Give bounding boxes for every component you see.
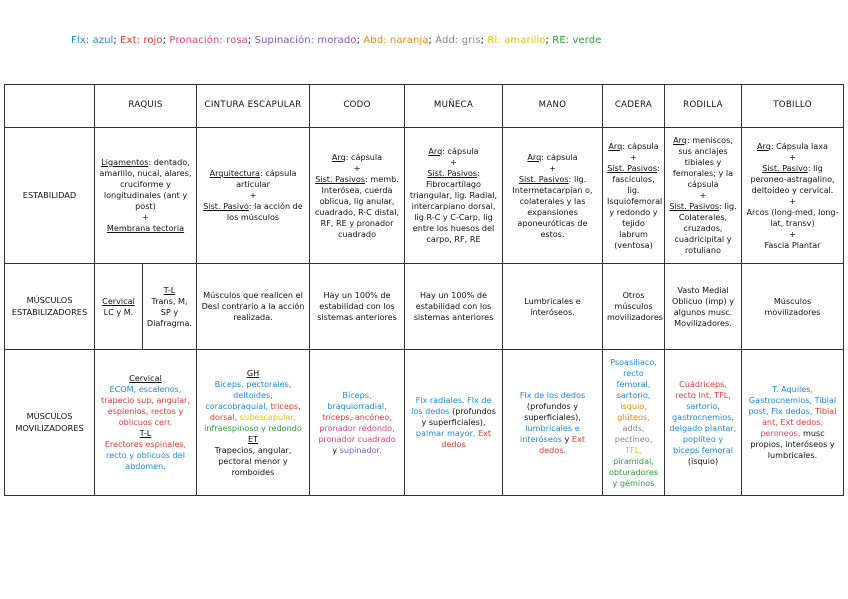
text-segment: palmar mayor, (415, 428, 476, 438)
cell-line (409, 290, 498, 323)
cell-line (146, 285, 193, 296)
cell-line (746, 207, 839, 229)
cell-line (95, 307, 142, 318)
cell-line (746, 163, 839, 196)
cell-line (409, 168, 498, 245)
table-cell (310, 128, 405, 264)
table-cell (197, 350, 310, 496)
text-segment: Sist. Pasivos (315, 173, 366, 184)
text-segment: Vasto Medial Oblicuo (imp) y algunos musc. Movilizadores. (671, 284, 735, 328)
text-segment: : lig. Colaterales, cruzados, cuadricipital y rotuliano (674, 201, 737, 255)
text-segment: Arq (673, 135, 687, 145)
text-segment: LC y M. (103, 306, 134, 317)
cell-line (99, 439, 192, 450)
text-segment: + (450, 157, 457, 167)
text-segment: T-L (163, 284, 176, 295)
cell-line (314, 290, 400, 323)
table-cell (405, 264, 503, 350)
text-segment: : fascículos, lig. Isquiofemoral y redondo y tejido labrum (ventosa) (607, 162, 663, 250)
cell-line (314, 423, 400, 445)
cell-line (201, 445, 305, 478)
cell-line (669, 379, 737, 467)
text-segment: Hay un 100% de estabilidad con los sistemas anteriores (317, 290, 397, 322)
table-cell (742, 350, 844, 496)
table-cell (310, 264, 405, 350)
text-segment: : memb. Interósea, cuerda oblicua, lig anular, cuadrado, R-C distal, RF, RE y pronador cuadrado (314, 173, 400, 239)
raquis-tl (143, 285, 196, 329)
text-segment: Bíceps, braquiorradial, (327, 389, 387, 411)
cell-line (607, 141, 660, 152)
legend-item: Flx: azul (71, 35, 114, 46)
cell-line (201, 168, 305, 190)
text-segment: Ext dedos. (539, 433, 585, 455)
table-cell (197, 128, 310, 264)
cell-line (746, 152, 839, 163)
legend-item: Add: gris (435, 35, 481, 46)
table-cell (405, 128, 503, 264)
cell-line (201, 290, 305, 323)
cell-line (99, 450, 192, 472)
table-cell (665, 264, 742, 350)
raquis-cervical (95, 264, 143, 349)
text-segment: musc propios, interóseos y lumbricales. (750, 428, 835, 460)
text-segment: Flx radiales, Flx de los dedos (411, 395, 492, 416)
cell-line (99, 373, 192, 384)
text-segment: ET (247, 433, 259, 444)
joints-table (4, 84, 844, 496)
cell-line (201, 201, 305, 223)
text-segment: Erectores espinales, (104, 439, 187, 449)
text-segment: : dentado, amarillo, nucal, alares, cruciforme y longitudinales (ant y post) (99, 157, 192, 211)
text-segment: recto y oblicuos del abdomen. (106, 450, 185, 471)
text-segment: Arq (608, 140, 623, 151)
legend-item: Ext: rojo (120, 35, 163, 46)
cell-line (507, 390, 598, 423)
text-segment: Sist. Pasivos (427, 168, 478, 178)
header-row (5, 85, 844, 128)
cell-line (507, 174, 598, 240)
column-header: MANO (503, 85, 603, 128)
text-segment: (profundos y superficiales), (421, 406, 496, 427)
text-segment: + (630, 151, 637, 162)
cell-line (314, 152, 400, 163)
row-label: MÚSCULOS ESTABILIZADORES (5, 264, 95, 350)
cell-line (607, 152, 660, 163)
cell-line (507, 152, 598, 163)
cell-line (95, 296, 142, 307)
text-segment: : lig peroneo-astragalino, deltoideo y cervical. (750, 162, 835, 195)
raquis-split (95, 264, 196, 349)
text-segment: Ligamentos (101, 157, 149, 167)
text-segment: Flx de los dedos (519, 389, 586, 400)
cell-line (99, 395, 192, 428)
column-header: RAQUIS (95, 85, 197, 128)
cell-line (409, 395, 498, 450)
cell-line (507, 163, 598, 174)
text-segment: supinador. (339, 444, 382, 455)
text-segment: + (353, 162, 361, 173)
cell-line (314, 412, 400, 423)
text-segment: lumbricales e interóseos (519, 422, 580, 444)
cell-line (607, 357, 660, 489)
column-header: TOBILLO (742, 85, 844, 128)
text-segment: + (789, 151, 796, 162)
cell-line (201, 190, 305, 201)
cell-line (669, 201, 737, 256)
table-cell (310, 350, 405, 496)
text-segment: Trapecios, angular, pectoral menor y romboides (214, 444, 292, 477)
column-header: MUÑECA (405, 85, 503, 128)
table-row (5, 128, 844, 264)
text-segment: trapecio sup, angular, esplenios, rectos y oblicuos cerr. (101, 395, 190, 427)
text-segment: adds, pectíneo, (614, 422, 653, 444)
text-segment: Cuádriceps, recto int, TFL, (675, 378, 731, 400)
text-segment: Fascia Plantar (764, 239, 821, 250)
cell-line (314, 390, 400, 412)
text-segment: Músculos movilizadores (764, 295, 821, 317)
table-cell (603, 264, 665, 350)
cell-line (746, 240, 839, 251)
text-segment: + (142, 212, 149, 222)
text-segment: + (789, 228, 796, 239)
table-cell (742, 264, 844, 350)
color-legend: Flx: azul; Ext: rojo; Pronación: rosa; Supinación: morado; Abd: naranja; Add: gris; RI: amarillo; RE: verde (71, 35, 602, 46)
cell-line (607, 162, 663, 251)
cell-line (99, 157, 192, 212)
table-cell (95, 264, 197, 350)
table-cell (405, 350, 503, 496)
text-segment: : Cápsula laxa (770, 140, 828, 151)
cell-line (746, 196, 839, 207)
cell-line (746, 296, 839, 318)
legend-item: RE: verde (552, 35, 602, 46)
table-cell (742, 128, 844, 264)
text-segment: : cápsula articular (236, 168, 297, 189)
cell-line (314, 174, 400, 240)
cell-line (314, 163, 400, 174)
column-header: CINTURA ESCAPULAR (197, 85, 310, 128)
text-segment: ECOM, escalenos, (109, 384, 182, 394)
text-segment: Hay un 100% de estabilidad con los sistemas anteriores (413, 290, 494, 322)
text-segment: y (332, 444, 340, 455)
text-segment: Biceps, pectorales, deltoides, coracobraquial, (205, 378, 292, 411)
cell-line (201, 379, 305, 434)
text-segment: Arq (428, 146, 443, 156)
text-segment: Arquitectura (209, 168, 261, 178)
cell-line (146, 296, 193, 329)
text-segment: infraespinoso y redondo (204, 422, 302, 433)
cell-line (99, 212, 192, 223)
table-cell (665, 128, 742, 264)
cell-line (746, 384, 839, 461)
column-header (5, 85, 95, 128)
text-segment: pronador redondo, pronador cuadrado (318, 422, 396, 444)
table-row (5, 264, 844, 350)
cell-line (507, 423, 598, 456)
table-cell (665, 350, 742, 496)
text-segment: (profundos y superficiales), (524, 400, 581, 422)
cell-line (99, 223, 192, 234)
row-label: ESTABILIDAD (5, 128, 95, 264)
text-segment: triceps (268, 400, 299, 411)
text-segment: Músculos que realicen el Desl contrario a la acción realizada. (201, 290, 305, 322)
text-segment: Psoasiliaco, recto femoral, sartorio, (610, 356, 657, 400)
cell-line (746, 141, 839, 152)
text-segment: isquio, glúteos, (617, 400, 650, 422)
text-segment: Arq (331, 151, 346, 162)
cell-line (314, 445, 400, 456)
text-segment: (isquio) (687, 455, 719, 466)
text-segment: : cápsula (345, 151, 383, 162)
text-segment: tríceps, ancóneo, (322, 411, 392, 422)
text-segment: Membrana tectoria (106, 223, 185, 233)
table-cell (197, 264, 310, 350)
text-segment: : lig. Intermetacarpian o, colaterales y las expansiones aponeuróticas de estos. (512, 173, 593, 239)
text-segment: + (249, 190, 257, 200)
text-segment: : meniscos, sus anclajes tibiales y femorales; y la cápsula (672, 135, 734, 189)
text-segment: Otros músculos movilizadores (607, 290, 664, 322)
legend-item: Abd: naranja (363, 35, 429, 46)
legend-item: RI: amarillo (487, 35, 546, 46)
text-segment: sartorio, gastrocnemios, delgado plantar, poplíteo y bíceps femoral (669, 400, 737, 455)
text-segment: Sist. Pasivo (762, 162, 808, 173)
table-cell (503, 128, 603, 264)
text-segment: Sist. Pasivo (203, 201, 249, 211)
table-cell (95, 128, 197, 264)
text-segment: Tibial ant, Ext dedos, (761, 406, 837, 427)
table-cell (503, 350, 603, 496)
cell-line (669, 285, 737, 329)
cell-line (669, 135, 737, 190)
text-segment: Arq (756, 140, 771, 151)
text-segment: Lumbricales e interóseos. (524, 295, 581, 317)
cell-line (99, 428, 192, 439)
text-segment: peroneos, (760, 428, 801, 438)
cell-line (409, 146, 498, 157)
text-segment: : la acción de los músculos (226, 201, 303, 222)
text-segment: Cervical (129, 373, 162, 383)
text-segment: Trans, M, SP y Diafragma. (146, 295, 193, 328)
cell-line (669, 190, 737, 201)
text-segment: Arq (527, 151, 542, 162)
text-segment: + (789, 195, 796, 206)
text-segment: Sist. Pasivos (607, 162, 658, 173)
text-segment: + (549, 162, 556, 173)
table-cell (95, 350, 197, 496)
table-cell (603, 350, 665, 496)
column-header: CADERA (603, 85, 665, 128)
cell-line (201, 368, 305, 379)
text-segment: : cápsula (622, 140, 659, 151)
text-segment: Sist. Pasivos (669, 201, 720, 211)
table-cell (603, 128, 665, 264)
cell-line (746, 229, 839, 240)
text-segment: piramidal, obturadores y géminos (608, 455, 659, 488)
column-header: RODILLA (665, 85, 742, 128)
text-segment: , dorsal, (209, 400, 301, 422)
text-segment: subescapular, (237, 411, 297, 422)
text-segment: : cápsula (541, 151, 578, 162)
cell-line (201, 434, 305, 445)
text-segment: Arcos (long-med, long-lat, transv) (746, 206, 839, 228)
legend-item: Pronación: rosa (169, 35, 248, 46)
text-segment: TFL, (625, 444, 642, 455)
row-label: MÚSCULOS MOVILIZADORES (5, 350, 95, 496)
text-segment: T. Aquiles, Gastrocnemios, Tibial post, Flx dedos, (748, 384, 837, 416)
text-segment: GH (246, 367, 260, 378)
table-row (5, 350, 844, 496)
table-cell (503, 264, 603, 350)
legend-item: Supinación: morado (254, 35, 357, 46)
text-segment: : Fibrocartílago triangular, lig. Radial, intercarpiano dorsal, lig R-C y C-Carp, lig entre los huesos del carpo, RF, RE (409, 168, 498, 244)
cell-line (99, 384, 192, 395)
text-segment: y (561, 433, 572, 444)
column-header: CODO (310, 85, 405, 128)
text-segment: T-L (139, 428, 152, 438)
cell-line (507, 296, 598, 318)
text-segment: + (699, 190, 707, 200)
cell-line (607, 290, 664, 323)
text-segment: Ext dedos (441, 428, 492, 449)
text-segment: : cápsula (442, 146, 479, 156)
text-segment: Cervical (102, 295, 135, 306)
cell-line (409, 157, 498, 168)
text-segment: Sist. Pasivos (518, 173, 569, 184)
